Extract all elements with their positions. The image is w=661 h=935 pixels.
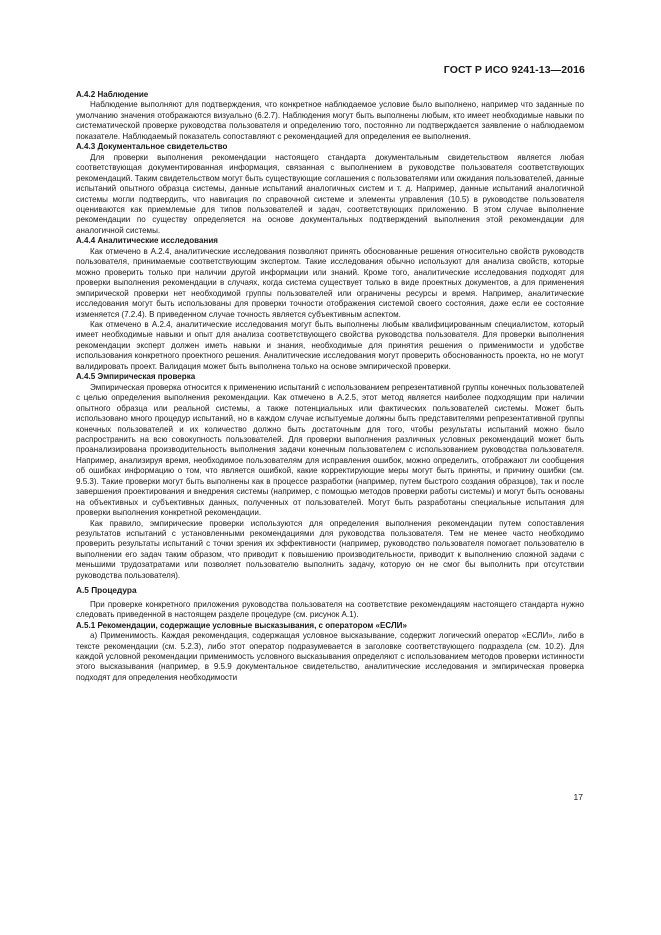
- section-heading-a45: А.4.5 Эмпирическая проверка: [76, 372, 196, 382]
- paragraph: Эмпирическая проверка относится к применению испытаний с использованием репрезентативной группы конечных пользователей с целью определения выполнения рекомендации. Как отмечено в А.2.5, этот метод является наиболее подходящим при наличии опытного образца или реальной системы, а также потенциальных или фактических пользователей системы. Может быть использовано много процедур испытаний, но в каждом случае испытуемые должны быть представителями репрезентативной группы конечных пользователей и их количество должно быть достаточным для того, чтобы результаты испытаний можно было распространить на всю совокупность пользователей. Для проверки выполнения различных условных рекомендаций может быть проанализирована производительность выполнения задачи конечным пользователем с использованием руководства пользователя. Например, анализируя время, необходимое пользователям для исправления ошибок, можно определить, отображают ли сообщения об ошибках информацию о том, что является ошибкой, какие корректирующие меры могут быть приняты, и причину ошибки (см. 9.5.3). Такие проверки могут быть выполнены как в процессе разработки (например, путем быстрого создания образцов), так и после завершения проектирования и внедрения системы (например, с помощью методов проверки работы системы) и могут быть основаны на объективных и субъективных данных, полученных от пользователей. Могут быть разработаны специальные испытания для проверки выполнения конкретной рекомендации.: [76, 382, 584, 518]
- paragraph: Как отмечено в А.2.4, аналитические исследования позволяют принять обоснованные решения относительно свойств руководств пользователя, принимаемые соответствующим экспертом. Такие исследования обычно используют для анализа свойств, которые можно проверить только при наличии другой информации или знаний. Кроме того, аналитические исследования подходят для проверки выполнения рекомендации в случаях, когда система существует только в виде проектных документов, а для применения эмпирической проверки нет необходимой группы пользователей или ограничены ресурсы и время. Например, аналитические исследования могут быть использованы для проверки точности отображения системой своего состояния, даже если ее состояние изменяется (7.2.4). В приведенном случае точность является субъективным аспектом.: [76, 246, 584, 319]
- paragraph: Наблюдение выполняют для подтверждения, что конкретное наблюдаемое условие было выполнено, например что заданные по умолчанию значения отображаются визуально (6.2.7). Наблюдения могут быть выполнены любым, кто имеет необходимые навыки по систематической проверке руководства пользователя и определению того, постоянно ли подтверждается заявление о наблюдаемом показателе. Наблюдаемый показатель сопоставляют с рекомендацией для определения ее выполнения.: [76, 100, 584, 141]
- paragraph: Как отмечено в А.2.4, аналитические исследования могут быть выполнены любым квалифицированным специалистом, который имеет необходимые навыки и опыт для анализа соответствующего свойства руководства пользователя. Для проверки выполнения рекомендации эксперт должен иметь навыки и знания, необходимые для принятия решения о применимости и удобстве использования конкретного проектного решения. Аналитические исследования могут проверить обоснованность проекта, но не могут валидировать проект. Валидация может быть выполнена только на основе эмпирической проверки.: [76, 319, 584, 371]
- paragraph: а) Применимость. Каждая рекомендация, содержащая условное высказывание, содержит логический оператор «ЕСЛИ», либо в тексте рекомендации (см. 5.2.3), либо этот оператор подразумевается в заголовке соответствующего подраздела (см. 10.2). Для каждой условной рекомендации применимость условного высказывания определяют с использованием методов проверки истинности этого высказывания (например, в 9.5.9 документальное свидетельство, аналитические исследования и эмпирическая проверка подходят для определения необходимости: [76, 631, 584, 682]
- paragraph: Для проверки выполнения рекомендации настоящего стандарта документальным свидетельством является любая соответствующая документированная информация, связанная с выполнением в руководстве пользователя соответствующих рекомендаций. Таким свидетельством могут быть существующие соглашения с пользователями или ожидания пользователей, данные испытаний опытного образца системы, данные испытаний аналогичных систем и т. д. Например, данные испытаний аналогичной системы могли подтвердить, что навигация по справочной системе и элементы управления (10.5) в руководстве пользователя оцениваются как приемлемые для типов пользователей и задач, соответствующих приложению. В этом случае выполнение рекомендации по существу определяется на основе документальных подтверждений выполнения этой рекомендации для аналогичной системы.: [76, 152, 584, 235]
- section-heading-a51: А.5.1 Рекомендации, содержащие условные высказывания, с оператором «ЕСЛИ»: [76, 620, 407, 630]
- document-body: [76, 90, 584, 683]
- paragraph: Как правило, эмпирические проверки используются для определения выполнения рекомендации путем сопоставления результатов испытаний с установленными рекомендациями для руководства пользователя. Тем не менее часто необходимо проверить результаты испытаний с точки зрения их эффективности (например, руководство пользователя помогает пользователю в выполнении его задач таким образом, что приводит к повышению производительности, приводит к выполнению сложной задачи с меньшими трудозатратами или позволяет пользователю выполнить задачу, которую он не смог бы выполнить при отсутствии руководства пользователя).: [76, 518, 584, 580]
- section-heading-a5: А.5 Процедура: [76, 585, 137, 596]
- section-heading-a43: А.4.3 Документальное свидетельство: [76, 142, 228, 152]
- section-heading-a44: А.4.4 Аналитические исследования: [76, 236, 218, 246]
- section-heading-a42: А.4.2 Наблюдение: [76, 90, 149, 99]
- document-header: ГОСТ Р ИСО 9241-13—2016: [443, 64, 585, 76]
- page-number: 17: [573, 792, 583, 802]
- paragraph: При проверке конкретного приложения руководства пользователя на соответствие рекомендациям настоящего стандарта нужно следовать приведенной в настоящем разделе процедуре (см. рисунок А.1).: [76, 599, 584, 620]
